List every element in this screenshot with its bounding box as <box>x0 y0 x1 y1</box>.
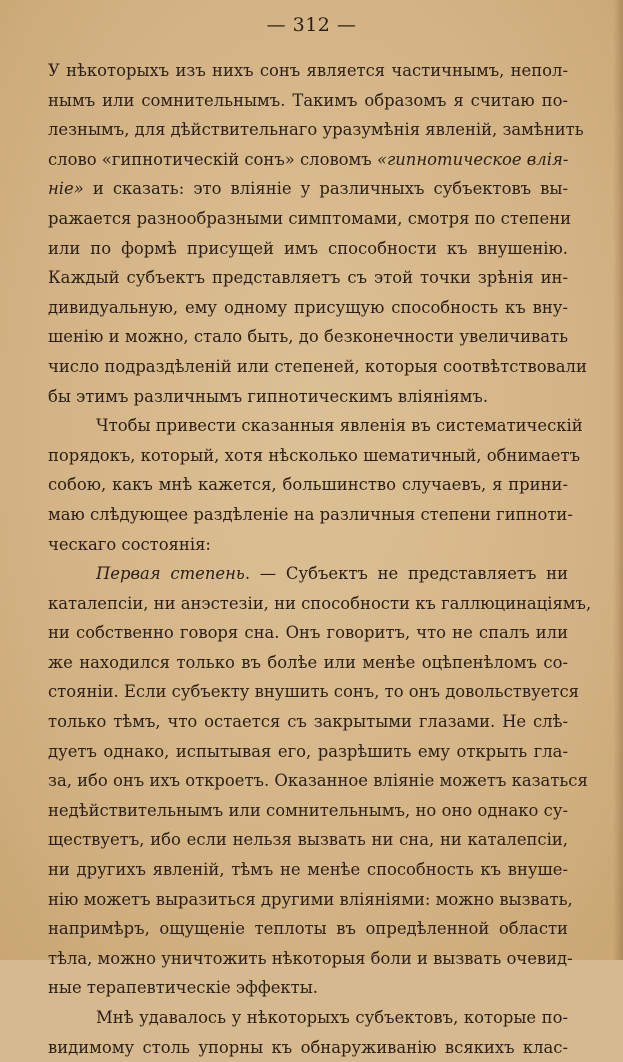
text-line: порядокъ, который, хотя нѣсколько шематичный, обнимаетъ <box>48 445 580 465</box>
section-heading-italic: Первая степень <box>96 564 245 584</box>
page-edge-shadow <box>613 0 623 960</box>
text-line: ществуетъ, ибо если нельзя вызвать ни сна, ни каталепсіи, <box>48 830 568 850</box>
text-line: ражается разнообразными симптомами, смотря по степени <box>48 208 572 228</box>
text-line: Каждый субъектъ представляетъ съ этой точки зрѣнія ин- <box>48 268 568 288</box>
italic-term: «гипнотическое влія- <box>376 149 569 169</box>
text-line: лезнымъ, для дѣйствительнаго уразумѣнія явленій, замѣнить <box>48 120 584 140</box>
text-line: собою, какъ мнѣ кажется, большинство случаевъ, я прини- <box>48 475 568 495</box>
text-line: нымъ или сомнительнымъ. Такимъ образомъ я считаю по- <box>48 90 568 110</box>
text-line: ни другихъ явленій, тѣмъ не менѣе способность къ внуше- <box>48 860 568 880</box>
text-line: Мнѣ удавалось у нѣкоторыхъ субъектовъ, которые по- <box>96 1008 568 1027</box>
text-line: дуетъ однако, испытывая его, разрѣшить ему открыть гла- <box>48 741 568 761</box>
text-line: только тѣмъ, что остается съ закрытыми глазами. Не слѣ- <box>48 712 568 732</box>
text-line: недѣйствительнымъ или сомнительнымъ, но оно однако су- <box>48 800 568 820</box>
text-line: ческаго состоянія: <box>48 534 211 554</box>
text-line: Чтобы привести сказанныя явленія въ систематическій <box>96 416 583 436</box>
text-run: и сказать: это вліяніе у различныхъ субъектовъ вы- <box>83 179 568 199</box>
text-line: дивидуальную, ему одному присущую способность къ вну- <box>48 297 568 317</box>
text-line: каталепсіи, ни анэстезіи, ни способности къ галлюцинаціямъ, <box>48 593 592 613</box>
text-line: видимому столь упорны къ обнаруживанію всякихъ клас- <box>48 1037 568 1057</box>
text-line: маю слѣдующее раздѣленіе на различныя степени гипноти- <box>48 504 573 524</box>
text-line: У нѣкоторыхъ изъ нихъ сонъ является частичнымъ, непол- <box>48 61 568 80</box>
page-number: — 312 — <box>266 14 357 36</box>
text-line: нію можетъ выразиться другими вліяніями: можно вызвать, <box>48 889 573 909</box>
text-line: стояніи. Если субъекту внушить сонъ, то онъ довольствуется <box>48 682 579 702</box>
text-line: число подраздѣленій или степеней, которыя соотвѣтствовали <box>48 356 587 376</box>
text-line: или по формѣ присущей имъ способности къ внушенію. <box>48 238 568 258</box>
text-line: шенію и можно, стало быть, до безконечности увеличивать <box>48 327 568 347</box>
text-line: бы этимъ различнымъ гипнотическимъ вліяніямъ. <box>48 386 489 406</box>
text-line: за, ибо онъ ихъ откроетъ. Оказанное вліяніе можетъ казаться <box>48 771 588 791</box>
text-body <box>48 56 592 1062</box>
text-line: ни собственно говоря сна. Онъ говоритъ, что не спалъ или <box>48 623 568 643</box>
text-line <box>48 174 568 204</box>
italic-term: ніе» <box>48 179 84 199</box>
text-line <box>48 559 568 589</box>
text-line: тѣла, можно уничтожить нѣкоторыя боли и вызвать очевид- <box>48 948 573 968</box>
text-line: ные терапевтическіе эффекты. <box>48 978 318 998</box>
text-line <box>48 145 568 175</box>
text-line: же находился только въ болѣе или менѣе оцѣпенѣломъ со- <box>48 652 568 672</box>
text-run: слово «гипнотическій сонъ» словомъ <box>48 149 377 169</box>
text-line: напримѣръ, ощущеніе теплоты въ опредѣленной области <box>48 919 568 939</box>
text-run: . — Субъектъ не представляетъ ни <box>244 564 568 584</box>
